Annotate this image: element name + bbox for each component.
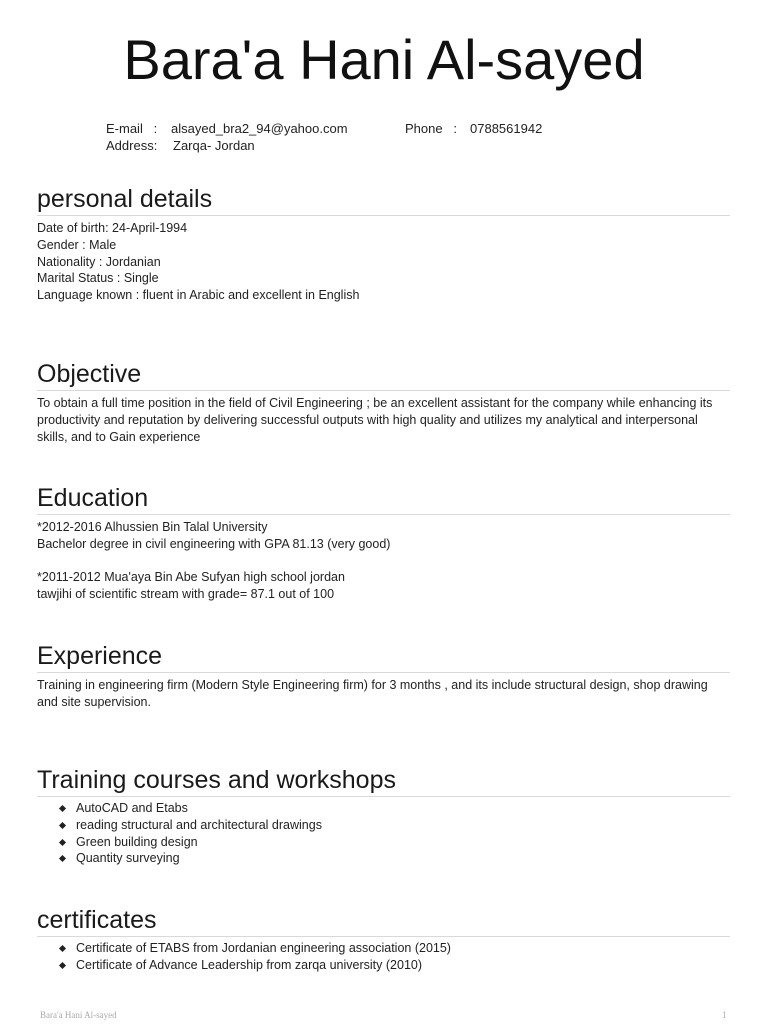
list-item — [60, 850, 730, 867]
objective-section — [37, 359, 730, 445]
address-label: Address: — [106, 138, 158, 153]
list-item — [60, 957, 730, 974]
education-entry-1-detail: Bachelor degree in civil engineering with GPA 81.13 (very good) — [37, 536, 391, 551]
education-section — [37, 483, 730, 603]
footer-name: Bara'a Hani Al-sayed — [40, 1010, 117, 1020]
certificates-heading: certificates — [37, 905, 730, 937]
bullet-diamond-icon — [59, 839, 66, 846]
objective-heading: Objective — [37, 359, 730, 391]
experience-text: Training in engineering firm (Modern Style Engineering firm) for 3 months , and its include structural design, shop drawing and site supervision. — [37, 678, 708, 709]
bullet-diamond-icon — [59, 962, 66, 969]
nationality: Nationality : Jordanian — [37, 254, 161, 269]
education-entry-2-detail: tawjihi of scientific stream with grade= 87.1 out of 100 — [37, 587, 335, 602]
education-entry-1-title: *2012-2016 Alhussien Bin Talal University — [37, 520, 268, 534]
list-item-text: Certificate of Advance Leadership from zarqa university (2010) — [76, 957, 423, 972]
gender: Gender : Male — [37, 237, 117, 252]
list-item-text: Green building design — [76, 834, 198, 849]
training-list — [37, 800, 730, 867]
bullet-diamond-icon — [59, 855, 66, 862]
bullet-diamond-icon — [59, 805, 66, 812]
list-item-text: AutoCAD and Etabs — [76, 801, 188, 815]
email-value: alsayed_bra2_94@yahoo.com — [171, 121, 348, 136]
list-item — [60, 817, 730, 834]
training-section — [37, 765, 730, 867]
resume-name: Bara'a Hani Al-sayed — [123, 28, 645, 91]
experience-heading: Experience — [37, 641, 730, 673]
training-heading: Training courses and workshops — [37, 765, 730, 797]
bullet-diamond-icon — [59, 945, 66, 952]
education-heading: Education — [37, 483, 730, 515]
list-item-text: Quantity surveying — [76, 851, 180, 866]
page-number: 1 — [722, 1010, 727, 1020]
list-item — [60, 940, 730, 957]
address-value: Zarqa- Jordan — [173, 138, 255, 153]
personal-details-heading: personal details — [37, 184, 730, 216]
certificates-section — [37, 905, 730, 974]
list-item — [60, 834, 730, 851]
experience-body — [37, 677, 730, 711]
objective-body — [37, 395, 730, 445]
list-item — [60, 800, 730, 817]
list-item-text: reading structural and architectural drawings — [76, 817, 322, 832]
date-of-birth: Date of birth: 24-April-1994 — [37, 221, 188, 235]
education-entry-2-title: *2011-2012 Mua'aya Bin Abe Sufyan high school jordan — [37, 570, 345, 585]
list-item-text: Certificate of ETABS from Jordanian engineering association (2015) — [76, 941, 451, 955]
experience-section — [37, 641, 730, 711]
marital-status: Marital Status : Single — [37, 271, 159, 286]
phone-label: Phone : — [405, 121, 458, 136]
personal-details-section — [37, 184, 730, 304]
certificates-list — [37, 940, 730, 974]
personal-details-body — [37, 220, 730, 304]
phone-value: 0788561942 — [470, 121, 543, 136]
bullet-diamond-icon — [59, 822, 66, 829]
education-body — [37, 519, 730, 603]
objective-text: To obtain a full time position in the field of Civil Engineering ; be an excellent assistant for the company while enhancing its productivity and reputation by delivering successful outputs with high quality and utilizes my analytical and interpersonal skills, and to Gain experience — [37, 396, 713, 444]
languages: Language known : fluent in Arabic and excellent in English — [37, 288, 360, 303]
email-label: E-mail : — [106, 121, 158, 136]
